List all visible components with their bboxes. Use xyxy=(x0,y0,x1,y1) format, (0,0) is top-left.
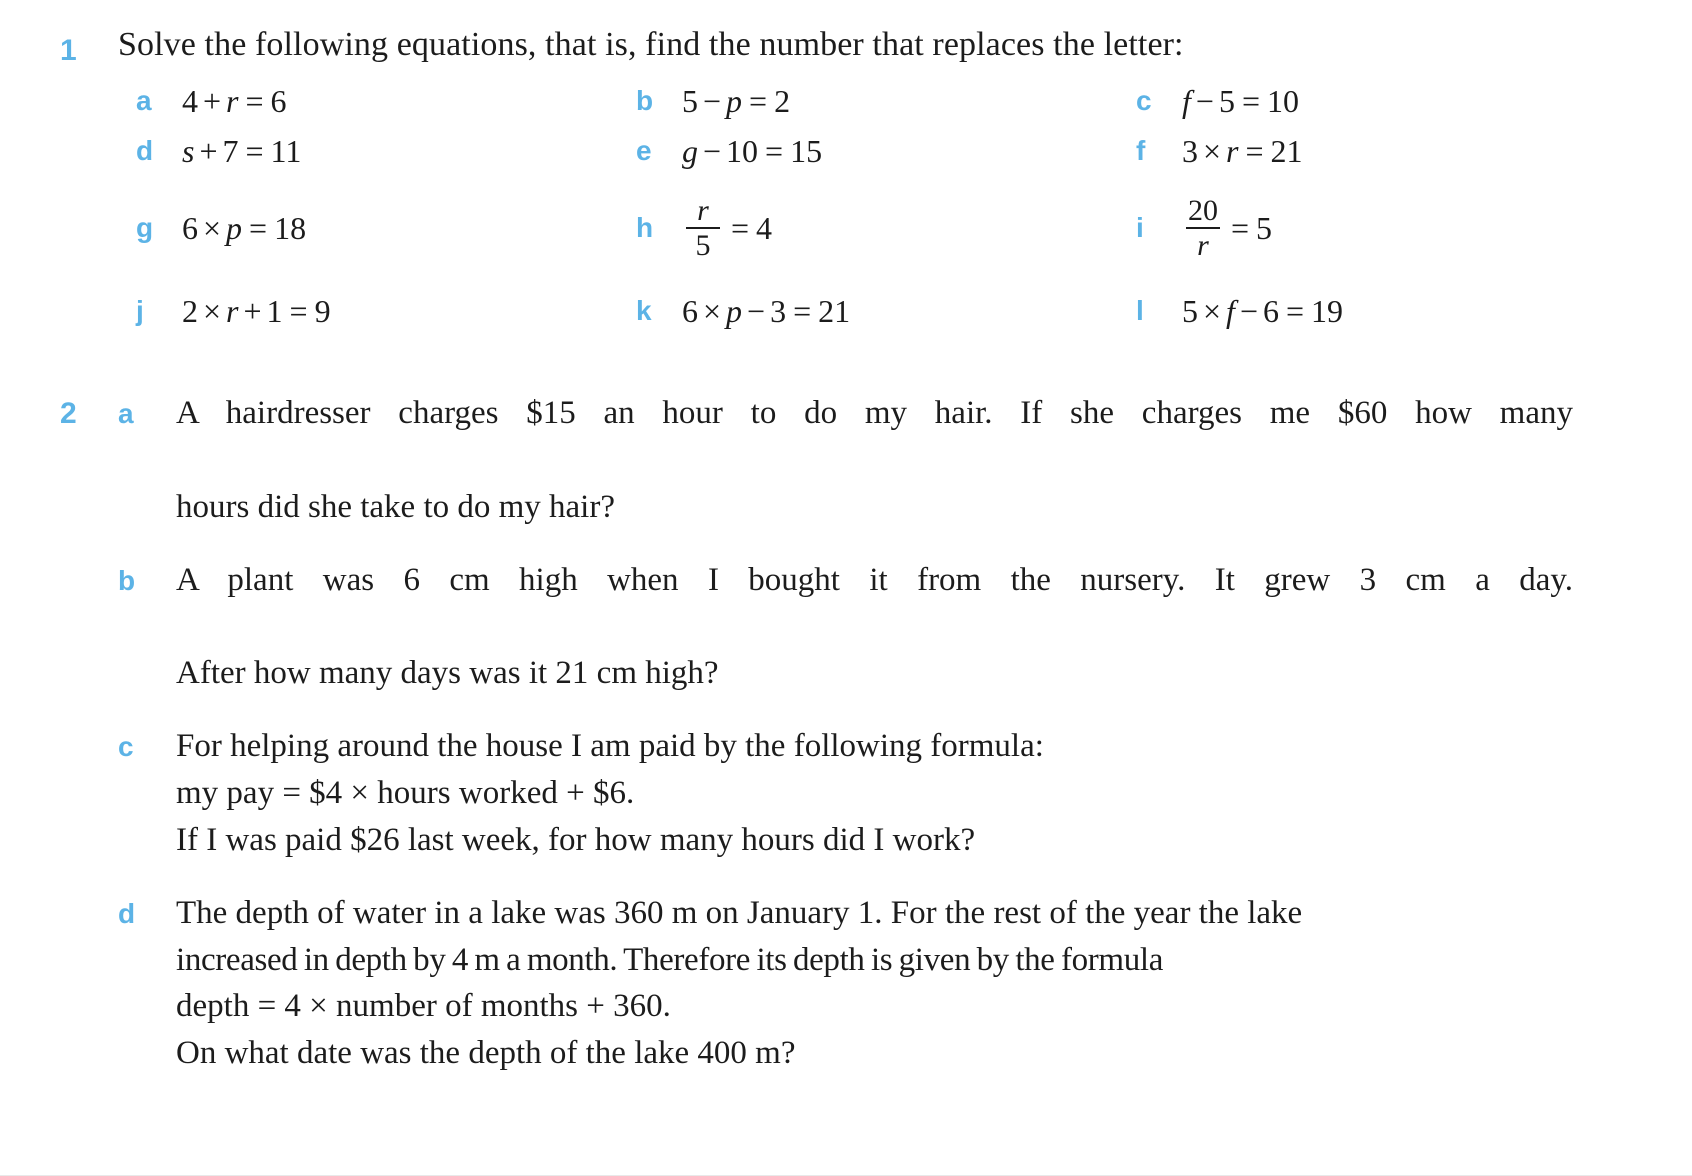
item-line-1: A hairdresser charges $15 an hour to do my hair. If she charges me $60 how many xyxy=(176,395,1573,431)
item-follow-up: On what date was the depth of the lake 400 m? xyxy=(176,1035,796,1072)
equation-label-a: a xyxy=(136,85,152,116)
item-line-2: hours did she take to do my hair? xyxy=(176,488,615,525)
question-2-item-b xyxy=(118,557,1573,698)
item-formula-pay: my pay = $4 × hours worked + $6. xyxy=(176,775,635,812)
equation-expression-i: $\frac{20}{r}$ = 5 xyxy=(1188,193,1273,262)
item-text-d xyxy=(176,890,1573,1077)
fraction-numerator: 20 xyxy=(1188,193,1218,227)
fraction-denominator: r xyxy=(1197,229,1209,262)
question-2-item-a xyxy=(118,390,1573,531)
question-2-item-c xyxy=(118,723,1573,864)
equation-label-i: i xyxy=(1136,212,1144,243)
item-formula-depth: depth = 4 × number of months + 360. xyxy=(176,988,671,1025)
equation-expression-b: 5 − p = 2 xyxy=(682,82,791,119)
equation-label-c: c xyxy=(1136,85,1152,116)
item-follow-up: If I was paid $26 last week, for how many hours did I work? xyxy=(176,821,976,858)
item-text-b xyxy=(176,557,1573,698)
fraction-i xyxy=(1186,195,1220,262)
question-2 xyxy=(60,390,1632,1103)
equation-row-def xyxy=(118,126,1632,176)
equation-expression-e: g − 10 = 15 xyxy=(682,132,823,169)
equation-expression-l: 5 × f − 6 = 19 xyxy=(1182,292,1344,329)
equation-expression-j: 2 × r + 1 = 9 xyxy=(182,292,331,329)
equation-expression-d: s + 7 = 11 xyxy=(182,132,302,169)
equation-label-h: h xyxy=(636,212,654,243)
equation-expression-a: 4 + r = 6 xyxy=(182,82,287,119)
equation-item-i xyxy=(1118,176,1618,280)
equation-expression-g: 6 × p = 18 xyxy=(182,209,307,246)
question-1-stem: Solve the following equations, that is, find the number that replaces the letter: xyxy=(118,26,1184,63)
item-label-a: a xyxy=(118,398,134,429)
item-line-1: For helping around the house I am paid by the following formula: xyxy=(176,728,1044,765)
equation-item-k xyxy=(618,280,1118,342)
equation-label-d: d xyxy=(136,135,154,166)
question-1-number: 1 xyxy=(60,34,77,67)
item-line-2: After how many days was it 21 cm high? xyxy=(176,655,719,692)
fraction-numerator: r xyxy=(697,193,709,227)
item-line-1: A plant was 6 cm high when I bought it from the nursery. It grew 3 cm a day. xyxy=(176,561,1573,598)
equation-expression-h: $\frac{r}{5}$ = 4 xyxy=(682,195,772,262)
equation-row-abc xyxy=(118,76,1632,126)
fraction-h xyxy=(686,195,720,262)
equation-item-e xyxy=(618,126,1118,176)
equation-label-g: g xyxy=(136,212,154,243)
equation-label-f: f xyxy=(1136,135,1146,166)
item-label-d: d xyxy=(118,897,136,929)
question-2-body xyxy=(118,390,1573,1103)
equation-expression-c: f − 5 = 10 xyxy=(1182,82,1299,119)
equation-item-a xyxy=(118,76,618,126)
equation-row-jkl xyxy=(118,280,1632,342)
equation-label-l: l xyxy=(1136,295,1144,326)
item-label-c: c xyxy=(118,731,134,763)
equation-label-e: e xyxy=(636,135,652,166)
question-1-body xyxy=(118,28,1632,342)
equation-item-h xyxy=(618,176,1118,280)
equation-item-b xyxy=(618,76,1118,126)
question-2-number: 2 xyxy=(60,397,77,430)
equation-item-g xyxy=(118,176,618,280)
equation-item-f xyxy=(1118,126,1618,176)
item-text-a xyxy=(176,390,1573,531)
item-line-2: increased in depth by 4 m a month. Therefore its depth is given by the formula xyxy=(176,941,1163,978)
item-label-b: b xyxy=(118,564,136,596)
equation-expression-k: 6 × p − 3 = 21 xyxy=(682,292,851,329)
equation-item-j xyxy=(118,280,618,342)
item-line-1: The depth of water in a lake was 360 m on January 1. For the rest of the year the lake xyxy=(176,894,1303,931)
equation-expression-f: 3 × r = 21 xyxy=(1182,132,1303,169)
equation-item-c xyxy=(1118,76,1618,126)
equation-item-d xyxy=(118,126,618,176)
equation-row-ghi xyxy=(118,176,1632,280)
equation-label-k: k xyxy=(636,295,652,326)
item-text-c xyxy=(176,723,1573,864)
equation-label-j: j xyxy=(136,295,144,326)
equation-label-b: b xyxy=(636,85,654,116)
equation-item-l xyxy=(1118,280,1618,342)
fraction-denominator: 5 xyxy=(695,229,711,262)
question-1 xyxy=(60,28,1632,342)
question-2-item-d xyxy=(118,890,1573,1077)
